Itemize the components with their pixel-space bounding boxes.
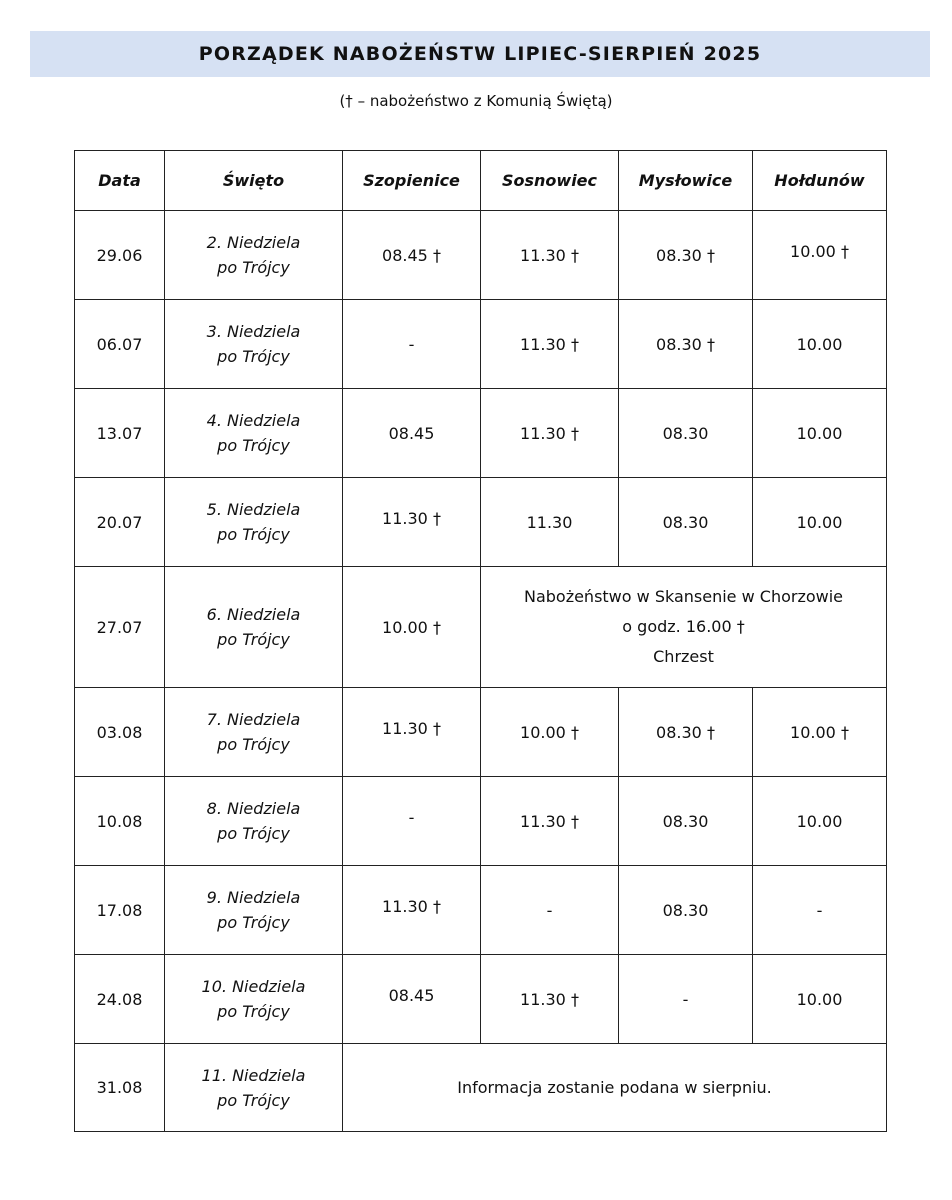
time-value: - [816,900,823,920]
sosnowiec-cell [481,688,619,777]
szopienice-cell [343,866,481,955]
time-value: 08.30 † [656,245,715,265]
time-value: 10.00 † [520,722,579,742]
header-myslowice: Mysłowice [619,151,753,211]
date-cell: 13.07 [75,389,165,478]
date-cell: 24.08 [75,955,165,1044]
holiday-line: 8. Niedziela [206,799,301,818]
szopienice-cell [343,389,481,478]
time-value: 11.30 † [382,508,441,528]
holiday-line: po Trójcy [217,735,290,754]
date-cell: 06.07 [75,300,165,389]
table-row [75,688,887,777]
holiday-line: 4. Niedziela [206,411,301,430]
sosnowiec-cell [481,866,619,955]
table-row [75,866,887,955]
table-row [75,300,887,389]
time-value: 08.30 † [656,722,715,742]
header-holiday: Święto [165,151,343,211]
info-note-cell [343,1044,887,1132]
time-value: 08.30 † [656,334,715,354]
date-cell: 20.07 [75,478,165,567]
szopienice-cell [343,567,481,688]
holiday-cell [165,567,343,688]
sosnowiec-cell [481,955,619,1044]
time-value: 08.45 [388,423,435,443]
time-value: - [408,334,415,354]
myslowice-cell [619,866,753,955]
holdunow-cell [753,955,887,1044]
header-date: Data [75,151,165,211]
holiday-line: 5. Niedziela [206,500,301,519]
szopienice-cell [343,688,481,777]
myslowice-cell [619,688,753,777]
time-value: 10.00 [796,811,843,831]
holiday-line: po Trójcy [217,630,290,649]
table-header-row [75,151,887,211]
time-value: 08.30 [662,811,709,831]
holdunow-cell [753,211,887,300]
holiday-cell [165,300,343,389]
date-cell: 17.08 [75,866,165,955]
time-value: 08.45 [388,985,435,1005]
holiday-cell [165,478,343,567]
time-value: 10.00 [796,334,843,354]
time-value: 11.30 † [520,423,579,443]
holdunow-cell [753,777,887,866]
note-line: Chrzest [653,647,714,666]
table-row [75,211,887,300]
time-value: 10.00 † [790,241,849,261]
date-cell: 31.08 [75,1044,165,1132]
time-value: 10.00 [796,989,843,1009]
time-value: 11.30 † [520,811,579,831]
date-cell: 27.07 [75,567,165,688]
szopienice-cell [343,478,481,567]
skansen-note-cell [481,567,887,688]
sosnowiec-cell [481,777,619,866]
szopienice-cell [343,955,481,1044]
time-value: 11.30 † [520,245,579,265]
holiday-line: 7. Niedziela [206,710,301,729]
time-value: 10.00 † [382,617,441,637]
note-text: Informacja zostanie podana w sierpniu. [457,1078,772,1097]
holdunow-cell [753,866,887,955]
header-holdunow: Hołdunów [753,151,887,211]
table-row [75,478,887,567]
time-value: 11.30 † [382,718,441,738]
szopienice-cell [343,211,481,300]
date-cell: 29.06 [75,211,165,300]
holiday-line: 9. Niedziela [206,888,301,907]
time-value: 11.30 † [520,989,579,1009]
time-value: - [408,807,415,827]
table-row [75,777,887,866]
holiday-line: 6. Niedziela [206,605,301,624]
sosnowiec-cell [481,211,619,300]
holiday-line: po Trójcy [217,1090,290,1110]
holiday-line: po Trójcy [217,525,290,544]
sosnowiec-cell [481,389,619,478]
table-row [75,389,887,478]
holiday-line: po Trójcy [217,1002,290,1021]
holiday-cell [165,955,343,1044]
holiday-line: 10. Niedziela [201,977,306,996]
time-value: 11.30 † [520,334,579,354]
myslowice-cell [619,389,753,478]
holiday-cell [165,688,343,777]
time-value: 10.00 [796,512,843,532]
holiday-cell [165,866,343,955]
holdunow-cell [753,389,887,478]
header-szopienice: Szopienice [343,151,481,211]
schedule-table [74,150,887,1132]
table-row [75,567,887,688]
table-row [75,955,887,1044]
holdunow-cell [753,300,887,389]
holiday-cell [165,777,343,866]
myslowice-cell [619,478,753,567]
table-row [75,1044,887,1132]
date-cell: 03.08 [75,688,165,777]
holiday-line: po Trójcy [217,347,290,366]
time-value: 08.30 [662,512,709,532]
holdunow-cell [753,688,887,777]
time-value: 08.45 † [382,245,441,265]
time-value: 10.00 [796,423,843,443]
szopienice-cell [343,300,481,389]
time-value: 11.30 [526,512,573,532]
time-value: 08.30 [662,423,709,443]
time-value: - [682,989,689,1009]
holiday-line: po Trójcy [217,258,290,277]
time-value: 10.00 † [790,722,849,742]
legend-note: († – nabożeństwo z Komunią Świętą) [339,92,613,110]
holiday-cell [165,389,343,478]
holiday-cell [165,211,343,300]
szopienice-cell [343,777,481,866]
myslowice-cell [619,211,753,300]
holiday-cell [165,1044,343,1132]
header-sosnowiec: Sosnowiec [481,151,619,211]
time-value: - [546,900,553,920]
holiday-line: 2. Niedziela [206,233,301,252]
time-value: 11.30 † [382,896,441,916]
date-cell: 10.08 [75,777,165,866]
holiday-line: po Trójcy [217,824,290,843]
holiday-line: 11. Niedziela [201,1065,306,1085]
holiday-line: po Trójcy [217,913,290,932]
holdunow-cell [753,478,887,567]
time-value: 08.30 [662,900,709,920]
sosnowiec-cell [481,478,619,567]
note-line: Nabożeństwo w Skansenie w Chorzowie [523,587,844,606]
holiday-line: 3. Niedziela [206,322,301,341]
myslowice-cell [619,300,753,389]
myslowice-cell [619,777,753,866]
page-title: PORZĄDEK NABOŻEŃSTW LIPIEC-SIERPIEŃ 2025 [30,31,930,77]
note-line: o godz. 16.00 † [622,617,745,636]
sosnowiec-cell [481,300,619,389]
holiday-line: po Trójcy [217,436,290,455]
myslowice-cell [619,955,753,1044]
